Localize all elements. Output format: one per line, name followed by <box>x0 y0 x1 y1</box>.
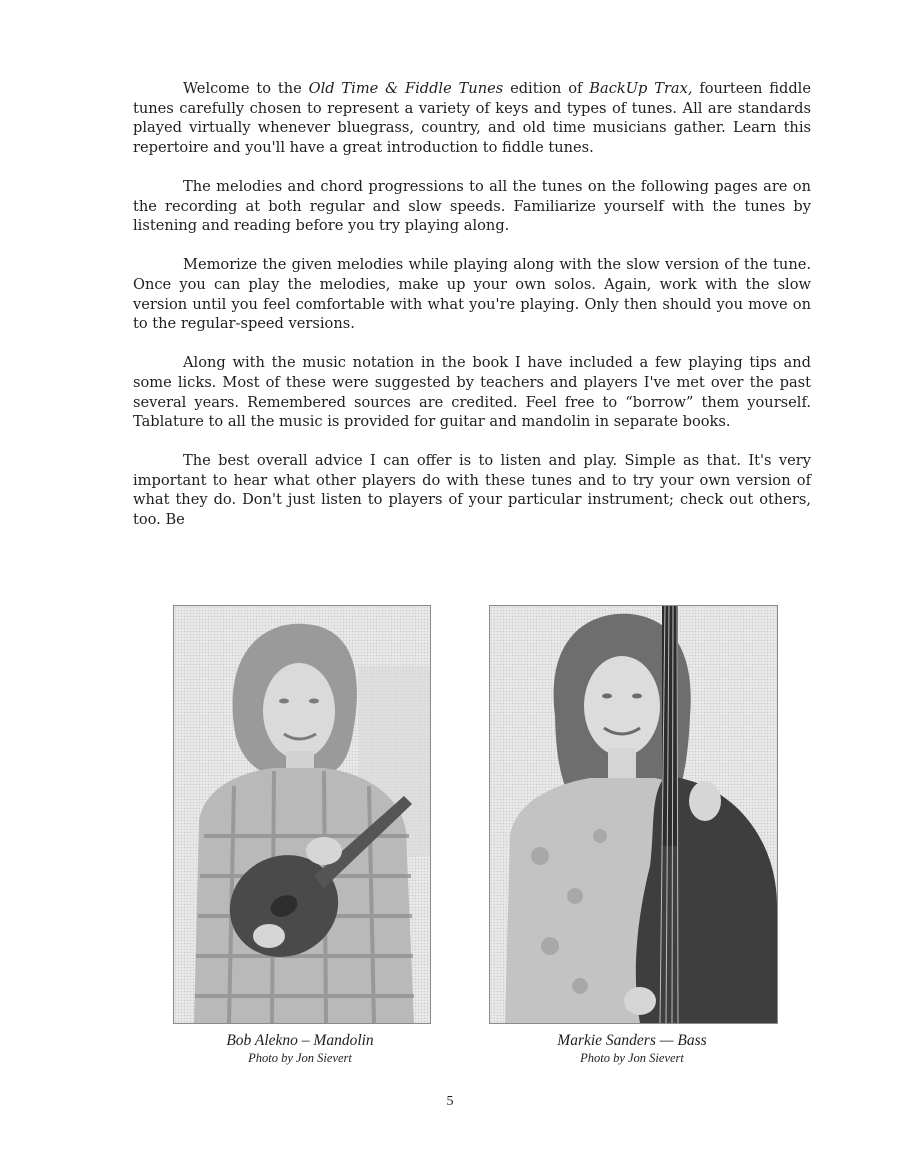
mandolin-player-illustration <box>174 606 430 1023</box>
paragraph-notation: Along with the music notation in the book I have included a few playing tips and some licks. Most of these were suggested by teachers and players I've met over the past several years. Remembered sources are credited. Feel free to “borrow” them yourself. Tablature to all the music is provided for guitar and mandolin in separate books. <box>133 354 811 431</box>
page-number: 5 <box>446 1094 454 1109</box>
photo-credit: Photo by Jon Sievert <box>580 1051 684 1065</box>
photo-credit: Photo by Jon Sievert <box>248 1051 352 1065</box>
caption-name: Bob Alekno – Mandolin <box>226 1032 374 1049</box>
paragraph-memorize: Memorize the given melodies while playing along with the slow version of the tune. Once you can play the melodies, make up your own solos. Again, work with the slow version until you feel comfortable with what you're playing. Only then should you move on to the regular-speed versions. <box>133 256 811 333</box>
caption-left <box>150 1031 450 1067</box>
caption-name: Markie Sanders — Bass <box>557 1032 707 1049</box>
photo-bob-alekno <box>173 605 431 1024</box>
photo-markie-sanders <box>489 605 778 1024</box>
book-title: Old Time & Fiddle Tunes <box>308 80 504 97</box>
paragraph-melodies: The melodies and chord progressions to all the tunes on the following pages are on the recording at both regular and slow speeds. Familiarize yourself with the tunes by listening and reading before you try playing along. <box>133 177 811 235</box>
paragraph-advice: The best overall advice I can offer is to listen and play. Simple as that. It's very important to hear what other players do with these tunes and to try your own version of what they do. Don't just listen to players of your particular instrument; check out others, too. Be <box>133 452 811 529</box>
body-text <box>133 79 811 549</box>
paragraph-welcome: Welcome to the Old Time & Fiddle Tunes edition of BackUp Trax, fourteen fiddle tunes carefully chosen to represent a variety of keys and types of tunes. All are standards played virtually whenever bluegrass, country, and old time musicians gather. Learn this repertoire and you'll have a great introduction to fiddle tunes. <box>133 80 811 156</box>
bass-player-illustration <box>490 606 777 1023</box>
caption-right <box>482 1031 782 1067</box>
series-title: BackUp Trax, <box>589 80 693 97</box>
